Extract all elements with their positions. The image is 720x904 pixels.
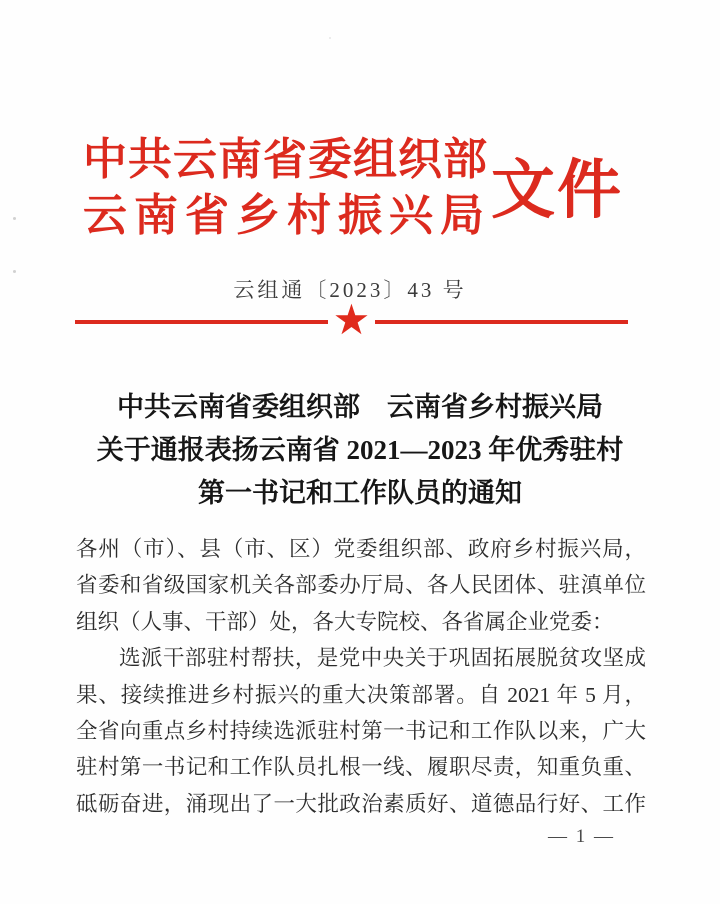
- star-icon: ★: [332, 298, 371, 344]
- title-line-2: 关于通报表扬云南省 2021—2023 年优秀驻村: [96, 435, 624, 465]
- document-title: [60, 386, 660, 515]
- divider-line-left: [75, 320, 328, 324]
- divider-line-right: [375, 320, 628, 324]
- red-divider: [75, 298, 628, 344]
- body-line: 各州（市）、县（市、区）党委组织部、政府乡村振兴局，: [76, 537, 646, 561]
- title-line-1: 中共云南省委组织部 云南省乡村振兴局: [117, 392, 603, 422]
- document-number: 云组通〔2023〕43 号: [233, 278, 467, 302]
- document-type-label: 文件: [491, 155, 623, 226]
- scan-artifact-dot: [13, 217, 16, 220]
- document-body: [76, 531, 646, 822]
- letterhead: [83, 132, 493, 244]
- body-line: 驻村第一书记和工作队员扎根一线、履职尽责，知重负重、: [76, 755, 646, 780]
- scan-artifact-dot: [13, 270, 16, 273]
- body-line: 全省向重点乡村持续选派驻村第一书记和工作队以来，广大: [76, 719, 646, 744]
- body-line: 果、接续推进乡村振兴的重大决策部署。自 2021 年 5 月，: [76, 682, 646, 707]
- page-number: — 1 —: [548, 826, 615, 847]
- issuing-org-line2: 云南省乡村振兴局: [83, 191, 491, 240]
- body-line: 省委和省级国家机关各部委办厅局、各人民团体、驻滇单位: [76, 573, 646, 598]
- body-line: 组织（人事、干部）处，各大专院校、各省属企业党委：: [76, 609, 614, 634]
- title-line-3: 第一书记和工作队员的通知: [198, 478, 522, 508]
- body-line: 选派干部驻村帮扶，是党中央关于巩固拓展脱贫攻坚成: [119, 646, 646, 671]
- scan-artifact-dot: [329, 37, 331, 39]
- body-line: 砥砺奋进，涌现出了一大批政治素质好、道德品行好、工作: [76, 791, 646, 816]
- issuing-org-line1: 中共云南省委组织部: [83, 135, 488, 184]
